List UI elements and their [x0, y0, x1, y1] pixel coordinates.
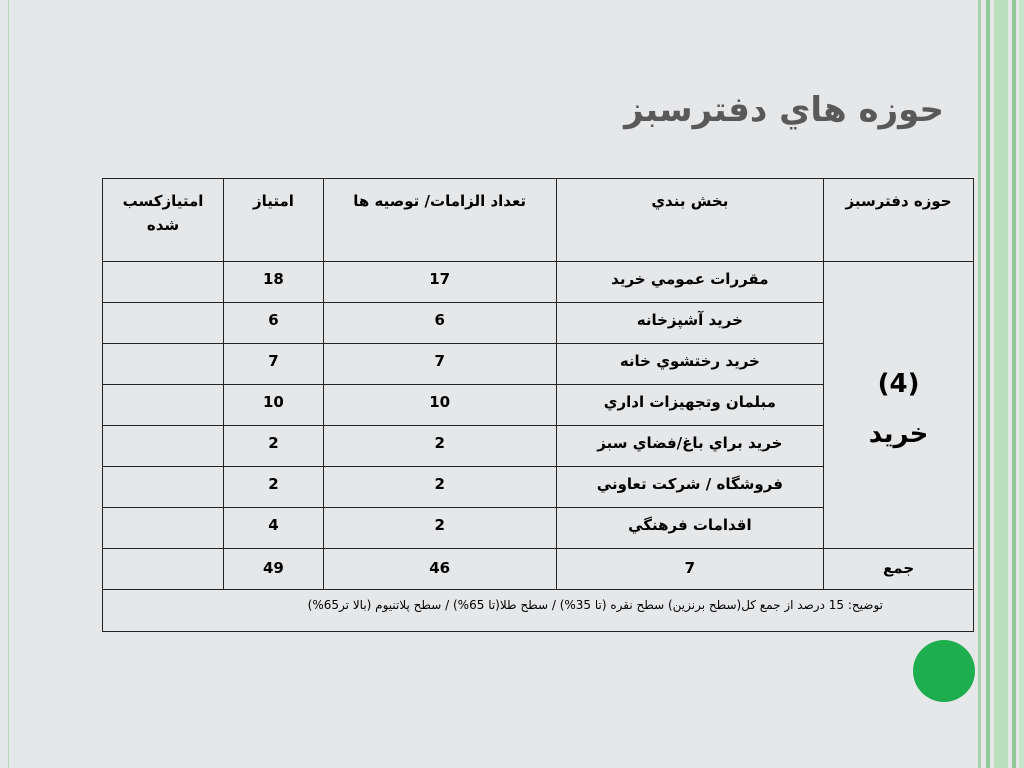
row-category: خريد براي باغ/فضاي سبز — [556, 426, 824, 467]
row-category: مقررات عمومي خريد — [556, 262, 824, 303]
row-category: خريد آشپزخانه — [556, 303, 824, 344]
row-count: 10 — [323, 385, 556, 426]
stripe-4 — [1012, 0, 1016, 768]
row-category: مبلمان وتجهيزات اداري — [556, 385, 824, 426]
row-count: 6 — [323, 303, 556, 344]
row-count: 2 — [323, 426, 556, 467]
left-border-line — [8, 0, 9, 768]
row-earned — [103, 385, 224, 426]
table-header-row — [103, 179, 974, 262]
row-category: اقدامات فرهنگي — [556, 508, 824, 549]
stripe-1 — [978, 0, 981, 768]
stripe-3 — [994, 0, 1008, 768]
stripe-5 — [1019, 0, 1024, 768]
row-count: 7 — [323, 344, 556, 385]
right-decorative-stripes — [978, 0, 1024, 768]
header-earned-line2: شده — [146, 216, 180, 234]
row-earned — [103, 344, 224, 385]
header-score: امتياز — [223, 179, 323, 262]
row-score: 2 — [223, 467, 323, 508]
table-note: توضيح: 15 درصد از جمع كل(سطح برنزين) سطح نقره (تا 35%) / سطح طلا(تا 65%) / سطح پلاتنيوم (بالا تر65%) — [103, 590, 974, 632]
domain-cell — [824, 262, 974, 549]
slide-title: حوزه هاي دفترسبز — [624, 90, 944, 130]
row-score: 4 — [223, 508, 323, 549]
header-count: تعداد الزامات/ توصيه ها — [323, 179, 556, 262]
row-score: 6 — [223, 303, 323, 344]
total-score: 49 — [223, 549, 323, 590]
total-category: 7 — [556, 549, 824, 590]
row-count: 2 — [323, 467, 556, 508]
row-count: 2 — [323, 508, 556, 549]
row-earned — [103, 262, 224, 303]
domain-number: (4) — [877, 369, 920, 399]
header-earned — [103, 179, 224, 262]
row-score: 2 — [223, 426, 323, 467]
total-count: 46 — [323, 549, 556, 590]
total-earned — [103, 549, 224, 590]
header-earned-line1: امتيازكسب — [122, 192, 204, 210]
table-row — [103, 262, 974, 303]
row-category: خريد رختشوي خانه — [556, 344, 824, 385]
total-row — [103, 549, 974, 590]
row-earned — [103, 426, 224, 467]
stripe-2 — [986, 0, 990, 768]
green-office-table — [102, 178, 974, 632]
row-count: 17 — [323, 262, 556, 303]
row-earned — [103, 467, 224, 508]
note-row — [103, 590, 974, 632]
row-earned — [103, 508, 224, 549]
row-score: 10 — [223, 385, 323, 426]
header-domain: حوزه دفترسبز — [824, 179, 974, 262]
row-earned — [103, 303, 224, 344]
row-score: 7 — [223, 344, 323, 385]
header-category: بخش بندي — [556, 179, 824, 262]
total-label: جمع — [824, 549, 974, 590]
row-category: فروشگاه / شركت تعاوني — [556, 467, 824, 508]
domain-name: خريد — [868, 419, 929, 449]
row-score: 18 — [223, 262, 323, 303]
green-circle-decoration — [913, 640, 975, 702]
